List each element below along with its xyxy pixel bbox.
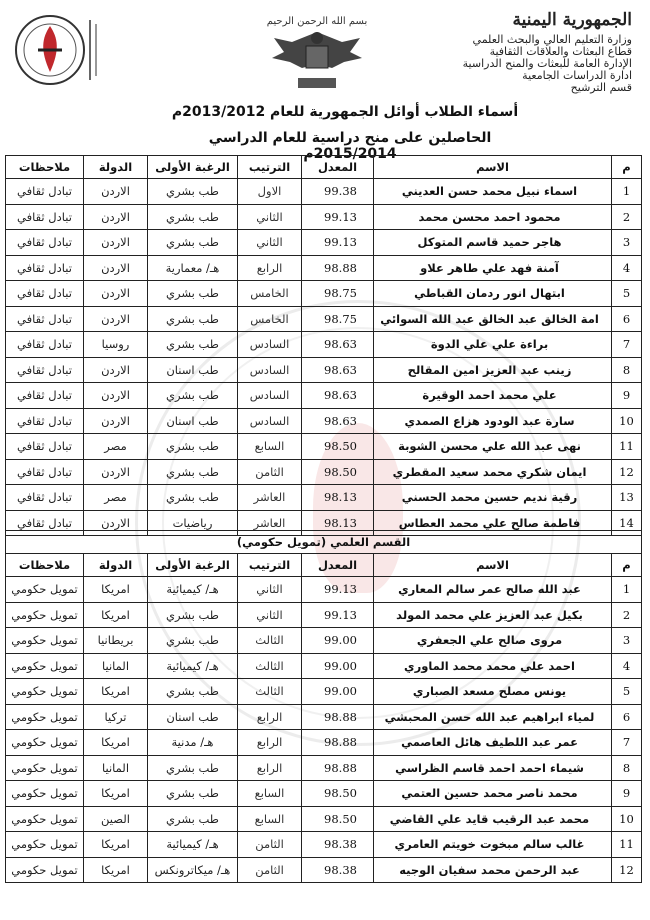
table-row	[6, 255, 642, 281]
notes: تبادل ثقافي	[6, 281, 84, 307]
student-name: عبد الله صالح عمر سالم المعاري	[374, 577, 612, 603]
country: الاردن	[84, 306, 148, 332]
student-name: شيماء احمد احمد قاسم الظراسي	[374, 755, 612, 781]
first-choice: طب بشري	[148, 281, 238, 307]
student-rank: العاشر	[238, 510, 302, 536]
student-grade: 99.13	[302, 204, 374, 230]
notes: تمويل حكومي	[6, 602, 84, 628]
student-grade: 98.63	[302, 332, 374, 358]
country: الاردن	[84, 510, 148, 536]
notes: تبادل ثقافي	[6, 459, 84, 485]
row-number: 4	[612, 255, 642, 281]
country: الاردن	[84, 383, 148, 409]
first-choice: طب بشري	[148, 332, 238, 358]
country: امريكا	[84, 602, 148, 628]
student-rank: الثاني	[238, 204, 302, 230]
table-row	[6, 781, 642, 807]
notes: تبادل ثقافي	[6, 306, 84, 332]
col-grade: المعدل	[302, 156, 374, 179]
country: الصين	[84, 806, 148, 832]
notes: تمويل حكومي	[6, 704, 84, 730]
first-choice: هـ/ معمارية	[148, 255, 238, 281]
student-rank: الرابع	[238, 730, 302, 756]
student-name: براءة علي علي الدوة	[374, 332, 612, 358]
student-rank: الثالث	[238, 628, 302, 654]
student-name: مروى صالح علي الجعفري	[374, 628, 612, 654]
row-number: 5	[612, 281, 642, 307]
row-number: 11	[612, 434, 642, 460]
table-row	[6, 806, 642, 832]
table-row	[6, 408, 642, 434]
table-row	[6, 704, 642, 730]
country: بريطانيا	[84, 628, 148, 654]
student-name: رقية نديم حسين محمد الحسني	[374, 485, 612, 511]
table-row	[6, 179, 642, 205]
ministry-logo-icon	[10, 10, 105, 90]
government-funded-table	[5, 530, 642, 883]
first-choice: طب بشري	[148, 204, 238, 230]
section-name: قسم الترشيح	[570, 81, 632, 94]
student-grade: 98.88	[302, 730, 374, 756]
col-choice: الرغبة الأولى	[148, 554, 238, 577]
row-number: 2	[612, 204, 642, 230]
student-grade: 98.13	[302, 485, 374, 511]
table-row	[6, 204, 642, 230]
row-number: 14	[612, 510, 642, 536]
notes: تمويل حكومي	[6, 653, 84, 679]
row-number: 12	[612, 459, 642, 485]
col-grade: المعدل	[302, 554, 374, 577]
country: مصر	[84, 485, 148, 511]
row-number: 7	[612, 730, 642, 756]
student-name: زينب عبد العزيز امين المقالح	[374, 357, 612, 383]
first-choice: هـ/ ميكاترونكس	[148, 857, 238, 883]
student-grade: 98.50	[302, 781, 374, 807]
col-rank: الترتيب	[238, 156, 302, 179]
student-grade: 98.75	[302, 306, 374, 332]
first-choice: طب بشري	[148, 602, 238, 628]
student-name: ايمان شكري محمد سعيد المقطري	[374, 459, 612, 485]
student-grade: 98.63	[302, 357, 374, 383]
first-choice: طب بشري	[148, 434, 238, 460]
student-grade: 98.50	[302, 459, 374, 485]
country: الاردن	[84, 255, 148, 281]
student-grade: 98.38	[302, 857, 374, 883]
first-choice: هـ/ كيميائية	[148, 577, 238, 603]
table-row	[6, 730, 642, 756]
student-name: بكيل عبد العزيز علي محمد المولد	[374, 602, 612, 628]
table-header-row	[6, 156, 642, 179]
notes: تمويل حكومي	[6, 679, 84, 705]
student-name: عمر عبد اللطيف هائل العاصمي	[374, 730, 612, 756]
row-number: 8	[612, 755, 642, 781]
table-header-row	[6, 554, 642, 577]
student-rank: السابع	[238, 806, 302, 832]
bismillah-text: بسم الله الرحمن الرحيم	[266, 16, 368, 27]
student-name: هاجر حميد قاسم المتوكل	[374, 230, 612, 256]
col-num: م	[612, 156, 642, 179]
notes: تبادل ثقافي	[6, 485, 84, 511]
republic-title: الجمهورية اليمنية	[512, 10, 632, 30]
student-name: محمد ناصر محمد حسين العتمي	[374, 781, 612, 807]
student-grade: 99.38	[302, 179, 374, 205]
student-name: ابتهال انور ردمان القباطي	[374, 281, 612, 307]
first-choice: طب بشري	[148, 179, 238, 205]
notes: تبادل ثقافي	[6, 255, 84, 281]
notes: تبادل ثقافي	[6, 383, 84, 409]
student-grade: 98.88	[302, 255, 374, 281]
country: امريكا	[84, 857, 148, 883]
cultural-exchange-table	[5, 155, 642, 536]
eagle-emblem-icon	[262, 8, 372, 96]
student-rank: الخامس	[238, 306, 302, 332]
first-choice: طب بشري	[148, 485, 238, 511]
student-name: يونس مصلح مسعد الصباري	[374, 679, 612, 705]
student-rank: السابع	[238, 781, 302, 807]
first-choice: طب بشري	[148, 781, 238, 807]
first-choice: طب بشري	[148, 383, 238, 409]
student-name: لمياء ابراهيم عبد الله حسن المحبشي	[374, 704, 612, 730]
row-number: 9	[612, 781, 642, 807]
first-choice: طب بشري	[148, 459, 238, 485]
first-choice: هـ/ كيميائية	[148, 832, 238, 858]
row-number: 1	[612, 179, 642, 205]
student-rank: الرابع	[238, 255, 302, 281]
notes: تبادل ثقافي	[6, 408, 84, 434]
row-number: 3	[612, 628, 642, 654]
col-rank: الترتيب	[238, 554, 302, 577]
student-rank: الرابع	[238, 704, 302, 730]
first-choice: طب بشري	[148, 230, 238, 256]
first-choice: طب اسنان	[148, 704, 238, 730]
country: امريكا	[84, 781, 148, 807]
country: الاردن	[84, 230, 148, 256]
row-number: 11	[612, 832, 642, 858]
first-choice: طب بشري	[148, 306, 238, 332]
row-number: 7	[612, 332, 642, 358]
student-grade: 99.00	[302, 679, 374, 705]
table-row	[6, 628, 642, 654]
table-row	[6, 857, 642, 883]
first-choice: طب اسنان	[148, 408, 238, 434]
first-choice: هـ/ مدنية	[148, 730, 238, 756]
admin-name: ادارة الدراسات الجامعية	[522, 69, 632, 82]
student-name: نهى عبد الله علي محسن الشوبة	[374, 434, 612, 460]
row-number: 4	[612, 653, 642, 679]
student-rank: الخامس	[238, 281, 302, 307]
student-rank: السادس	[238, 332, 302, 358]
student-name: سارة عبد الودود هزاع الصمدي	[374, 408, 612, 434]
student-grade: 98.75	[302, 281, 374, 307]
student-rank: الثاني	[238, 577, 302, 603]
student-rank: الثالث	[238, 679, 302, 705]
student-name: محمود احمد محسن محمد	[374, 204, 612, 230]
row-number: 2	[612, 602, 642, 628]
student-grade: 99.13	[302, 577, 374, 603]
table-row	[6, 755, 642, 781]
country: امريكا	[84, 730, 148, 756]
student-grade: 99.00	[302, 653, 374, 679]
country: امريكا	[84, 832, 148, 858]
student-grade: 99.13	[302, 602, 374, 628]
notes: تمويل حكومي	[6, 806, 84, 832]
ministry-name: وزارة التعليم العالي والبحث العلمي	[472, 33, 632, 46]
student-name: اسماء نبيل محمد حسن العديني	[374, 179, 612, 205]
notes: تبادل ثقافي	[6, 434, 84, 460]
student-name: احمد علي محمد محمد الماوري	[374, 653, 612, 679]
student-grade: 98.50	[302, 806, 374, 832]
ministry-header	[412, 10, 632, 94]
table-row	[6, 306, 642, 332]
student-grade: 98.88	[302, 755, 374, 781]
student-rank: العاشر	[238, 485, 302, 511]
table-row	[6, 832, 642, 858]
table-row	[6, 357, 642, 383]
country: الاردن	[84, 408, 148, 434]
row-number: 10	[612, 408, 642, 434]
student-name: عبد الرحمن محمد سفيان الوجيه	[374, 857, 612, 883]
student-grade: 98.88	[302, 704, 374, 730]
section-title: القسم العلمي (تمويل حكومي)	[6, 531, 642, 554]
country: الاردن	[84, 204, 148, 230]
student-grade: 99.13	[302, 230, 374, 256]
notes: تبادل ثقافي	[6, 230, 84, 256]
student-grade: 98.38	[302, 832, 374, 858]
department-name: الإدارة العامة للبعثات والمنح الدراسية	[462, 57, 632, 70]
table-row	[6, 679, 642, 705]
notes: تبادل ثقافي	[6, 204, 84, 230]
notes: تبادل ثقافي	[6, 357, 84, 383]
table-row	[6, 653, 642, 679]
country: روسيا	[84, 332, 148, 358]
country: المانيا	[84, 653, 148, 679]
row-number: 6	[612, 704, 642, 730]
country: الاردن	[84, 179, 148, 205]
student-name: آمنة فهد علي طاهر علاو	[374, 255, 612, 281]
col-choice: الرغبة الأولى	[148, 156, 238, 179]
country: الاردن	[84, 459, 148, 485]
row-number: 5	[612, 679, 642, 705]
student-rank: السادس	[238, 383, 302, 409]
student-rank: الرابع	[238, 755, 302, 781]
first-choice: طب اسنان	[148, 357, 238, 383]
table-row	[6, 332, 642, 358]
student-name: امة الخالق عبد الخالق عبد الله السوائي	[374, 306, 612, 332]
row-number: 1	[612, 577, 642, 603]
col-notes: ملاحظات	[6, 554, 84, 577]
notes: تبادل ثقافي	[6, 332, 84, 358]
student-grade: 99.00	[302, 628, 374, 654]
student-name: محمد عبد الرقيب قايد علي القاضي	[374, 806, 612, 832]
first-choice: هـ/ كيميائية	[148, 653, 238, 679]
table-row	[6, 434, 642, 460]
first-choice: طب بشري	[148, 755, 238, 781]
row-number: 8	[612, 357, 642, 383]
col-country: الدولة	[84, 156, 148, 179]
country: تركيا	[84, 704, 148, 730]
row-number: 3	[612, 230, 642, 256]
row-number: 6	[612, 306, 642, 332]
table-row	[6, 577, 642, 603]
notes: تمويل حكومي	[6, 857, 84, 883]
page-subtitle: الحاصلين على منح دراسية للعام الدراسي 2015/2014م	[208, 130, 492, 162]
first-choice: رياضيات	[148, 510, 238, 536]
col-name: الاسم	[374, 156, 612, 179]
student-grade: 98.63	[302, 383, 374, 409]
notes: تمويل حكومي	[6, 781, 84, 807]
table-row	[6, 485, 642, 511]
student-rank: الثامن	[238, 459, 302, 485]
student-rank: السابع	[238, 434, 302, 460]
student-name: فاطمة صالح علي محمد العطاس	[374, 510, 612, 536]
page-title: أسماء الطلاب أوائل الجمهورية للعام 2013/2012م	[171, 104, 519, 120]
section-title-row	[6, 531, 642, 554]
col-name: الاسم	[374, 554, 612, 577]
table-row	[6, 602, 642, 628]
sector-name: قطاع البعثات والعلاقات الثقافية	[489, 45, 632, 58]
notes: تمويل حكومي	[6, 755, 84, 781]
row-number: 9	[612, 383, 642, 409]
student-rank: السادس	[238, 408, 302, 434]
student-name: علي محمد احمد الوقيرة	[374, 383, 612, 409]
student-rank: الثامن	[238, 857, 302, 883]
country: امريكا	[84, 679, 148, 705]
student-rank: الاول	[238, 179, 302, 205]
country: الاردن	[84, 281, 148, 307]
table-row	[6, 230, 642, 256]
student-rank: الثاني	[238, 230, 302, 256]
table-row	[6, 383, 642, 409]
country: المانيا	[84, 755, 148, 781]
student-grade: 98.50	[302, 434, 374, 460]
country: امريكا	[84, 577, 148, 603]
student-name: غالب سالم مبخوت خويتم العامري	[374, 832, 612, 858]
row-number: 12	[612, 857, 642, 883]
student-grade: 98.13	[302, 510, 374, 536]
notes: تمويل حكومي	[6, 832, 84, 858]
col-country: الدولة	[84, 554, 148, 577]
student-grade: 98.63	[302, 408, 374, 434]
notes: تمويل حكومي	[6, 577, 84, 603]
col-num: م	[612, 554, 642, 577]
notes: تبادل ثقافي	[6, 510, 84, 536]
first-choice: طب بشري	[148, 806, 238, 832]
table-row	[6, 459, 642, 485]
first-choice: طب بشري	[148, 679, 238, 705]
student-rank: الثاني	[238, 602, 302, 628]
table-row	[6, 281, 642, 307]
student-rank: الثالث	[238, 653, 302, 679]
row-number: 10	[612, 806, 642, 832]
notes: تمويل حكومي	[6, 628, 84, 654]
notes: تبادل ثقافي	[6, 179, 84, 205]
country: مصر	[84, 434, 148, 460]
notes: تمويل حكومي	[6, 730, 84, 756]
first-choice: طب بشري	[148, 628, 238, 654]
country: الاردن	[84, 357, 148, 383]
student-rank: السادس	[238, 357, 302, 383]
col-notes: ملاحظات	[6, 156, 84, 179]
row-number: 13	[612, 485, 642, 511]
student-rank: الثامن	[238, 832, 302, 858]
